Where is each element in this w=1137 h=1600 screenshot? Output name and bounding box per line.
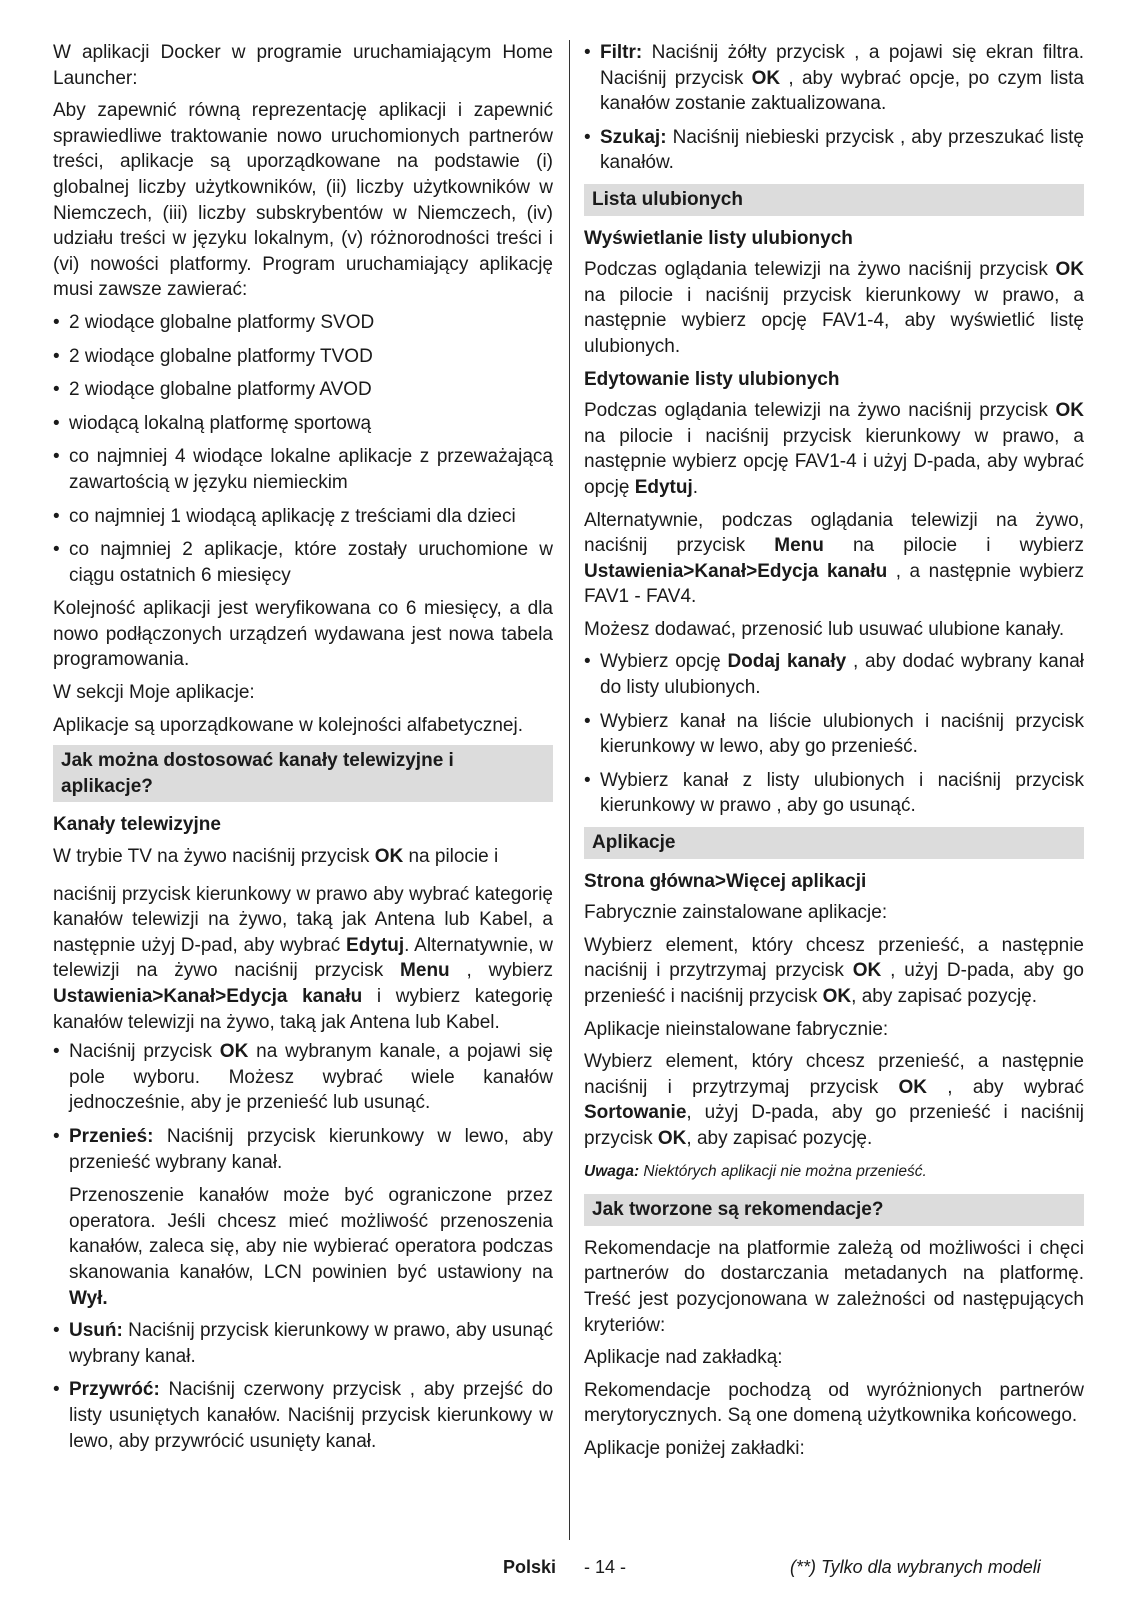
subheading: Wyświetlanie listy ulubionych (584, 227, 853, 249)
right-column (584, 40, 1084, 1469)
paragraph: Możesz dodawać, przenosić lub usuwać ulubione kanały. (584, 618, 1065, 640)
list-item: • Usuń: Naciśnij przycisk kierunkowy w prawo, aby usunąć wybrany kanał. (53, 1318, 553, 1369)
channel-actions-list (53, 1318, 553, 1454)
list-item: • co najmniej 1 wiodącą aplikację z treściami dla dzieci (53, 504, 553, 530)
section-heading: Lista ulubionych (584, 184, 1084, 216)
list-item: • co najmniej 4 wiodące lokalne aplikacje z przeważającą zawartością w języku niemieckim (53, 444, 553, 495)
paragraph: Aplikacje nieinstalowane fabrycznie: (584, 1018, 889, 1040)
list-item: • 2 wiodące globalne platformy TVOD (53, 344, 553, 370)
channel-actions-list (53, 1039, 553, 1175)
list-item: • Przywróć: Naciśnij czerwony przycisk , aby przejść do listy usuniętych kanałów. Naciśnij przycisk kierunkowy w lewo, aby przywrócić usunięty kanał. (53, 1377, 553, 1454)
paragraph: Aplikacje są uporządkowane w kolejności alfabetycznej. (53, 714, 523, 736)
list-item: • 2 wiodące globalne platformy SVOD (53, 310, 553, 336)
paragraph: Rekomendacje na platformie zależą od możliwości i chęci partnerów do dostarczania metadanych na platformę. Treść jest pozycjonowana w zależności od następujących kryteriów: (584, 1237, 1084, 1336)
paragraph: Aby zapewnić równą reprezentację aplikacji i zapewnić sprawiedliwe traktowanie nowo uruchomionych partnerów treści, aplikacje są uporządkowane na podstawie (i) globalnej liczby użytkowników, (ii) liczby użytkowników w Niemczech, (iii) liczby subskrybentów w Niemczech, (iv) udziału treści w języku lokalnym, (v) różnorodności treści i (vi) nowości platformy. Program uruchamiający aplikację musi zawsze zawierać: (53, 100, 553, 301)
paragraph: W sekcji Moje aplikacje: (53, 682, 255, 704)
list-item: • Przenieś: Naciśnij przycisk kierunkowy w lewo, aby przenieść wybrany kanał. (53, 1124, 553, 1175)
paragraph: Fabrycznie zainstalowane aplikacje: (584, 902, 888, 924)
paragraph: naciśnij przycisk kierunkowy w prawo aby wybrać kategorię kanałów telewizji na żywo, taką jak Antena lub Kabel, a następnie użyj D-pad, aby wybrać Edytuj. Alternatywnie, w telewizji na żywo naciśnij przycisk Menu , wybierz Ustawienia>Kanał>Edycja kanału i wybierz kategorię kanałów telewizji na żywo, taką jak Antena lub Kabel. (53, 883, 553, 1033)
list-item: • wiodącą lokalną platformę sportową (53, 411, 553, 437)
paragraph: W trybie TV na żywo naciśnij przycisk OK na pilocie i (53, 846, 499, 868)
paragraph: Przenoszenie kanałów może być ograniczone przez operatora. Jeśli chcesz mieć możliwość przenoszenia kanałów, zaleca się, aby nie wybierać operatora podczas skanowania kanałów, LCN powinien być ustawiony na Wył. (69, 1185, 553, 1309)
left-column (53, 40, 553, 1462)
paragraph: Aplikacje nad zakładką: (584, 1347, 783, 1369)
subheading: Kanały telewizyjne (53, 814, 221, 836)
subheading: Strona główna>Więcej aplikacji (584, 870, 867, 892)
favorites-actions-list (584, 649, 1084, 819)
paragraph: Podczas oglądania telewizji na żywo naciśnij przycisk OK na pilocie i naciśnij przycisk kierunkowy w prawo, a następnie wybierz opcję FAV1-4 i użyj D-pada, aby wybrać opcję Edytuj. (584, 400, 1084, 498)
section-heading: Aplikacje (584, 827, 1084, 859)
paragraph: Alternatywnie, podczas oglądania telewizji na żywo, naciśnij przycisk Menu na pilocie i wybierz Ustawienia>Kanał>Edycja kanału , a następnie wybierz FAV1 - FAV4. (584, 509, 1085, 608)
subheading: Edytowanie listy ulubionych (584, 368, 840, 390)
list-item: • Wybierz opcję Dodaj kanały , aby dodać wybrany kanał do listy ulubionych. (584, 649, 1084, 700)
paragraph: Wybierz element, który chcesz przenieść, a następnie naciśnij i przytrzymaj przycisk OK , aby wybrać Sortowanie, użyj D-pada, aby go przenieść i naciśnij przycisk OK, aby zapisać pozycję. (584, 1051, 1085, 1149)
list-item: • 2 wiodące globalne platformy AVOD (53, 377, 553, 403)
list-item: • co najmniej 2 aplikacje, które zostały uruchomione w ciągu ostatnich 6 miesięcy (53, 537, 553, 588)
list-item: • Wybierz kanał na liście ulubionych i naciśnij przycisk kierunkowy w lewo, aby go przenieść. (584, 709, 1084, 760)
footer-note: (**) Tylko dla wybranych modeli (790, 1557, 1041, 1577)
platform-list (53, 310, 553, 588)
section-heading: Jak można dostosować kanały telewizyjne i aplikacje? (53, 745, 553, 802)
filter-list (584, 40, 1084, 176)
paragraph: W aplikacji Docker w programie uruchamiającym Home Launcher: (53, 42, 553, 89)
paragraph: Aplikacje poniżej zakładki: (584, 1437, 805, 1459)
column-divider (569, 40, 570, 1540)
paragraph: Rekomendacje pochodzą od wyróżnionych partnerów merytorycznych. Są one domeną użytkownika końcowego. (584, 1379, 1084, 1427)
list-item: • Szukaj: Naciśnij niebieski przycisk , aby przeszukać listę kanałów. (584, 125, 1084, 176)
list-item: • Filtr: Naciśnij żółty przycisk , a pojawi się ekran filtra. Naciśnij przycisk OK , aby wybrać opcje, po czym lista kanałów zostanie zaktualizowana. (584, 40, 1084, 117)
list-item: • Wybierz kanał z listy ulubionych i naciśnij przycisk kierunkowy w prawo , aby go usunąć. (584, 768, 1084, 819)
footer-language: Polski (503, 1557, 557, 1577)
paragraph: Podczas oglądania telewizji na żywo naciśnij przycisk OK na pilocie i naciśnij przycisk kierunkowy w prawo, a następnie wybierz opcję FAV1-4, aby wyświetlić listę ulubionych. (584, 259, 1084, 357)
page-number: - 14 - (584, 1557, 627, 1577)
paragraph: Kolejność aplikacji jest weryfikowana co 6 miesięcy, a dla nowo podłączonych urządzeń wydawana jest nowa tabela programowania. (53, 598, 553, 671)
section-heading: Jak tworzone są rekomendacje? (584, 1194, 1084, 1226)
note: Uwaga: Niektórych aplikacji nie można przenieść. (584, 1162, 927, 1180)
paragraph: Wybierz element, który chcesz przenieść, a następnie naciśnij i przytrzymaj przycisk OK , użyj D-pada, aby go przenieść i naciśnij przycisk OK, aby zapisać pozycję. (584, 934, 1084, 1007)
list-item: • Naciśnij przycisk OK na wybranym kanale, a pojawi się pole wyboru. Możesz wybrać wiele kanałów jednocześnie, aby je przenieść lub usunąć. (53, 1039, 553, 1116)
